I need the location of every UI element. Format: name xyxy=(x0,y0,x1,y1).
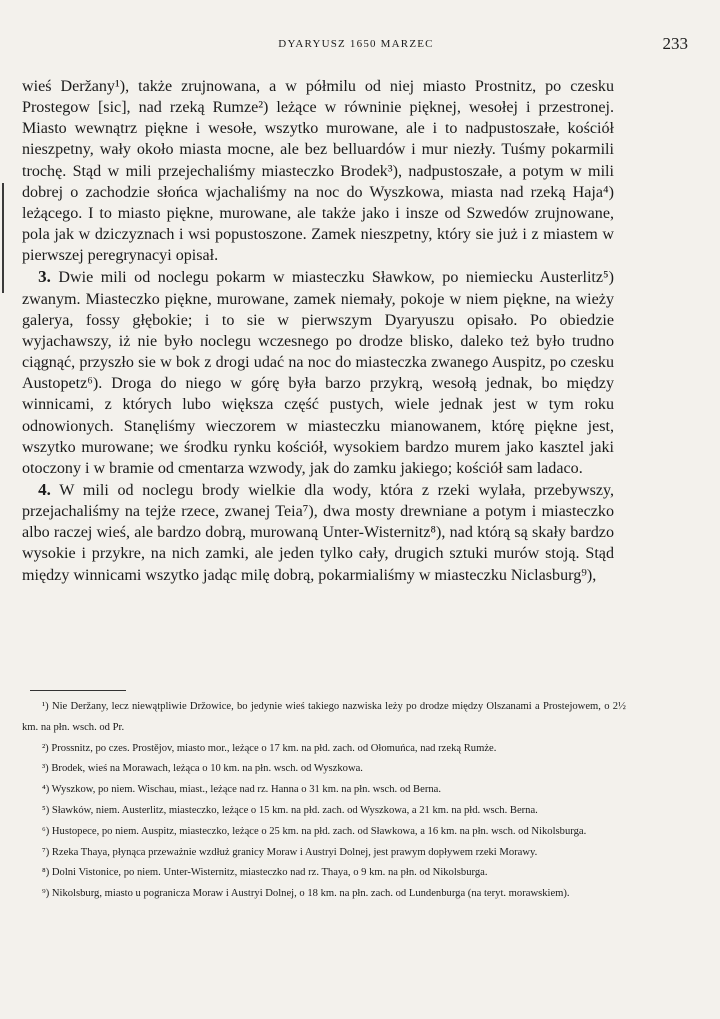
running-head: DYARYUSZ 1650 MARZEC xyxy=(278,38,434,50)
footnote-5: ⁵) Sławków, niem. Austerlitz, miasteczko, leżące o 15 km. na płd. zach. od Wyszkowa, a 21 km. na płd. wsch. Berna. xyxy=(42,804,538,816)
page-number: 233 xyxy=(662,34,688,53)
paragraph-3 xyxy=(22,266,614,479)
footnote-2: ²) Prossnitz, po czes. Prostějov, miasto mor., leżące o 17 km. na płd. zach. od Ołomuńca, nad rzeką Rumże. xyxy=(42,742,497,754)
footnote-3: ³) Brodek, wieś na Morawach, leżąca o 10 km. na płn. wsch. od Wyszkowa. xyxy=(42,763,363,775)
footnote-8: ⁸) Dolni Vistonice, po niem. Unter-Wisternitz, miasteczko nad rz. Thaya, o 9 km. na płn. od Nikolsburga. xyxy=(42,867,488,879)
paragraph-1: wieś Deržany¹), także zrujnowana, a w półmilu od niej miasto Prostnitz, po czesku Prostegow [sic], nad rzeką Rumze²) leżące w równinie pięknej, wesołej i przestronej. Miasto wewnątrz piękne i wesołe, wszytko murowane, ale i to nadpustoszałe, kościół nieszpetny, wały około miasta mocne, ale bez belluardów i mur niezły. Tuśmy pokarmili trochę. Stąd w mili przejechaliśmy miasteczko Brodek³), nadpustoszałe, a potym w mili dobrej o zachodzie słońca wjachaliśmy na noc do Wyszkowa, miasta nad rzeką Haja⁴) leżącego. I to miasto piękne, murowane, ale także jako i insze od Szwedów zrujnowane, pola jak w dziczyznach i wsi popustoszone. Zamek nieszpetny, który sie już i z miastem w pierwszej peregrynacyi opisał. xyxy=(22,78,614,265)
paragraph-4 xyxy=(22,479,614,586)
main-text xyxy=(22,76,614,586)
footnote-4: ⁴) Wyszkow, po niem. Wischau, miast., leżące nad rz. Hanna o 31 km. na płn. wsch. od Berna. xyxy=(42,784,442,796)
section-number-3: 3. xyxy=(38,267,51,287)
footnote-6: ⁶) Hustopece, po niem. Auspitz, miasteczko, leżące o 25 km. na płd. zach. od Sławkowa, a 16 km. na płn. wsch. od Nikolsburga. xyxy=(42,825,587,837)
binding-edge-mark xyxy=(2,183,4,293)
footnote-9: ⁹) Nikolsburg, miasto u pogranicza Moraw i Austryi Dolnej, o 18 km. na płn. zach. od Lundenburga (na teryt. morawskiem). xyxy=(42,888,570,900)
footnote-divider xyxy=(30,690,126,691)
section-number-4: 4. xyxy=(38,479,51,499)
paragraph-4-text: W mili od noclegu brody wielkie dla wody, która z rzeki wylała, przebywszy, przejachaliśmy na tejże rzece, zwanej Teia⁷), dwa mosty drewniane a potym i miasteczko albo raczej wieś, ale bardzo dobrą, murowaną Unter-Wisternitz⁸), nad którą są skały bardzo wysokie i przykre, na nich zamki, ale jeden tylko cały, drugich sztuki murów stoją. Stąd między winnicami wszytko jadąc milę dobrą, pokarmialiśmy w miasteczku Niclasburg⁹), xyxy=(22,481,615,584)
footnote-7: ⁷) Rzeka Thaya, płynąca przeważnie wzdłuż granicy Moraw i Austryi Dolnej, jest prawym dopływem rzeki Morawy. xyxy=(42,846,538,858)
footnotes xyxy=(22,697,626,905)
paragraph-3-text: Dwie mili od noclegu pokarm w miasteczku Sławkow, po niemiecku Austerlitz⁵) zwanym. Miasteczko piękne, murowane, zamek niemały, pokoje w niem piękne, na wieży galerya, fossy głębokie; i to sie w pierwszym Dyaryuszu opisało. Po obiedzie wyjachawszy, iż nie było noclegu wczesnego po drodze blisko, daleko też było trudno ciągnąć, przyszło sie w bok z drogi udać na noc do miasteczka zwanego Auspitz, po czesku Austopetz⁶). Droga do niego w górę była barzo przykrą, wesołą jednak, bo między winnicami, z których lubo większa część pustych, wiele jednak jest w tym roku odnowionych. Stanęliśmy wieczorem w miasteczku mianowanem, którę piękne jest, wszytko murowane; we środku rynku kościół, wysokiem bardzo murem jako kasztel jaki otoczony i w bramie od cmentarza wzwody, jak do zamku jakiego; kościół sam ladaco. xyxy=(22,269,614,477)
footnote-1: ¹) Nie Deržany, lecz niewątpliwie Držowice, bo jedynie wieś takiego nazwiska leży po drodze między Olszanami a Prostejowem, o 2½ km. na płn. wsch. od Pr. xyxy=(22,701,626,733)
page-header xyxy=(22,34,690,56)
